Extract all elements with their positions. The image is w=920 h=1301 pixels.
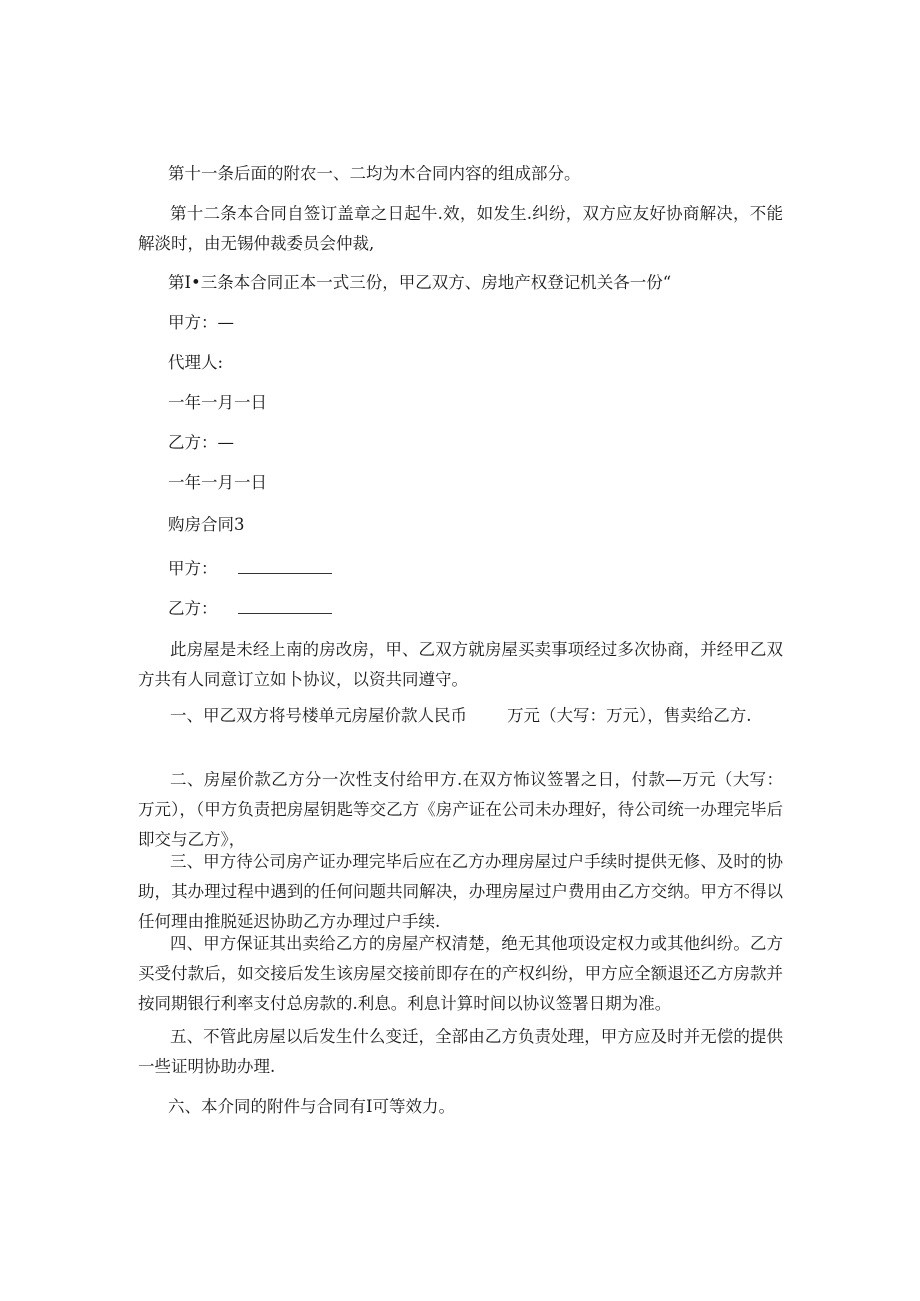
clause-1-part-b: 万元（大写：万元），售卖给乙方.: [507, 706, 752, 725]
party-b-blank: [238, 595, 332, 614]
clause-5: 五、不管此房屋以后发生什么变迁，全部由乙方负责处理，甲方应及时并无偿的提供一些证明协助办理.: [138, 1027, 783, 1076]
clause-1: [138, 701, 783, 731]
article-12: 第十二条本合同自签订盖章之日起牛.效，如发生.纠纷，双方应友好协商解决，不能解淡时，由无锡仲裁委员会仲裁,: [138, 204, 783, 253]
party-a-label: 甲方：: [168, 559, 218, 578]
clause-2: 二、房屋价款乙方分一次性支付给甲方.在双方怖议签署之日，付款—万元（大写：万元），（甲方负责把房屋钥匙等交乙方《房产证在公司未办理好，待公司统一办理完毕后即交与乙方》，: [138, 770, 783, 849]
clause-1-part-a: 一、甲乙双方将号楼单元房屋价款人民币: [170, 706, 467, 725]
party-b-line: 乙方：—: [168, 433, 234, 452]
clause-6: 六、本介同的附件与合同有I可等效力。: [168, 1097, 456, 1116]
agent-line: 代理人:: [168, 353, 224, 372]
party-b-label: 乙方：: [168, 599, 218, 618]
article-13: 第I•三条本合同正本一式三份，甲乙双方、房地产权登记机关各一份“: [168, 273, 672, 292]
contract-heading: 购房合同3: [168, 515, 245, 534]
clause-3: 三、甲方待公司房产证办理完毕后应在乙方办理房屋过户手续时提供无修、及时的协助，其办理过程中遇到的任何问题共同解决，办理房屋过户费用由乙方交纳。甲方不得以任何理由推脱延迟协助乙方办理过户手续.: [138, 852, 783, 931]
preamble: 此房屋是未经上南的房改房，甲、乙双方就房屋买卖事项经过多次协商，并经甲乙双方共有人同意订立如卜协议，以资共同遵守。: [138, 640, 783, 689]
clause-4: 四、甲方保证其出卖给乙方的房屋产权清楚，绝无其他项设定权力或其他纠纷。乙方买受付款后，如交接后发生该房屋交接前即存在的产权纠纷，甲方应全额退还乙方房款并按同期银行利率支付总房款的.利息。利息计算时间以协议签署日期为准。: [138, 934, 783, 1013]
date-line-2: 一年一月一日: [168, 473, 267, 492]
party-a-line: 甲方：—: [168, 313, 234, 332]
party-a-field: [168, 554, 332, 584]
date-line-1: 一年一月一日: [168, 393, 267, 412]
party-a-blank: [238, 555, 332, 574]
party-b-field: [168, 594, 332, 624]
article-11: 第十一条后面的附农一、二均为木合同内容的组成部分。: [168, 164, 581, 183]
